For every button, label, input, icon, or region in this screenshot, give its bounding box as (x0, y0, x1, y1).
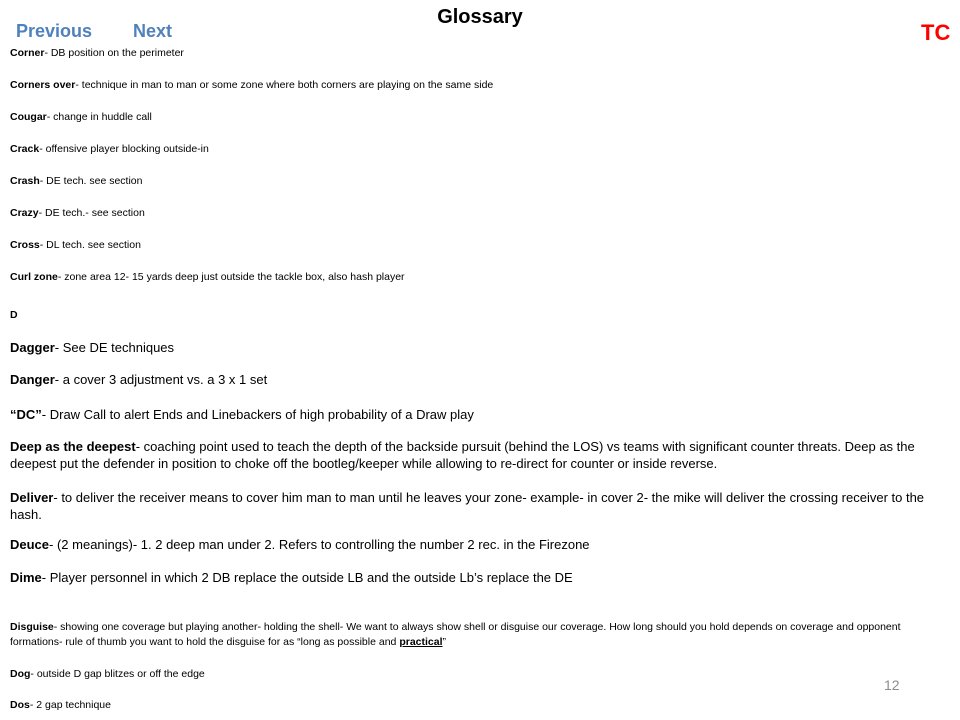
glossary-entry-deep-as-the-deepest: Deep as the deepest- coaching point used to teach the depth of the backside pursuit (behind the LOS) vs teams with significant counter threats. Deep as the deepest put the defender in position to choke off the bootleg/keeper while allowing to re-direct for counter or inside reverse. (10, 439, 915, 471)
glossary-entry-dos: Dos- 2 gap technique (10, 699, 111, 711)
previous-link[interactable]: Previous (16, 21, 93, 41)
glossary-entry-crash: Crash- DE tech. see section (10, 175, 143, 187)
table-of-contents-link[interactable]: TC (921, 20, 951, 45)
page-title: Glossary (437, 6, 523, 28)
glossary-entry-corner: Corner- DB position on the perimeter (10, 47, 184, 59)
glossary-entry-corners-over: Corners over- technique in man to man or some zone where both corners are playing on the same side (10, 79, 494, 91)
glossary-entry-danger: Danger- a cover 3 adjustment vs. a 3 x 1 set (10, 372, 268, 387)
next-link[interactable]: Next (133, 21, 173, 41)
glossary-entry-crack: Crack- offensive player blocking outside-in (10, 143, 209, 155)
glossary-entry-deuce: Deuce- (2 meanings)- 1. 2 deep man under 2. Refers to controlling the number 2 rec. in the Firezone (10, 537, 590, 552)
section-letter-d: D (10, 309, 18, 321)
glossary-entry-dime: Dime- Player personnel in which 2 DB replace the outside LB and the outside Lb’s replace the DE (10, 570, 573, 585)
glossary-entry-deliver: Deliver- to deliver the receiver means to cover him man to man until he leaves your zone- example- in cover 2- the mike will deliver the crossing receiver to the hash. (10, 490, 925, 522)
glossary-entry-disguise: Disguise- showing one coverage but playing another- holding the shell- We want to always show shell or disguise our coverage. How long should you hold depends on coverage and opponent formations- rule of thumb you want to hold the disguise for as “long as possible and practical” (10, 621, 901, 648)
glossary-entry-dog: Dog- outside D gap blitzes or off the edge (10, 668, 205, 680)
glossary-entry-crazy: Crazy- DE tech.- see section (10, 207, 145, 219)
glossary-entry-dc: “DC”- Draw Call to alert Ends and Linebackers of high probability of a Draw play (10, 407, 474, 422)
glossary-entry-dagger: Dagger- See DE techniques (10, 340, 175, 355)
page-number: 12 (884, 677, 900, 693)
glossary-entry-curl-zone: Curl zone- zone area 12- 15 yards deep just outside the tackle box, also hash player (10, 271, 405, 283)
glossary-entry-cross: Cross- DL tech. see section (10, 239, 141, 251)
glossary-entry-cougar: Cougar- change in huddle call (10, 111, 152, 123)
